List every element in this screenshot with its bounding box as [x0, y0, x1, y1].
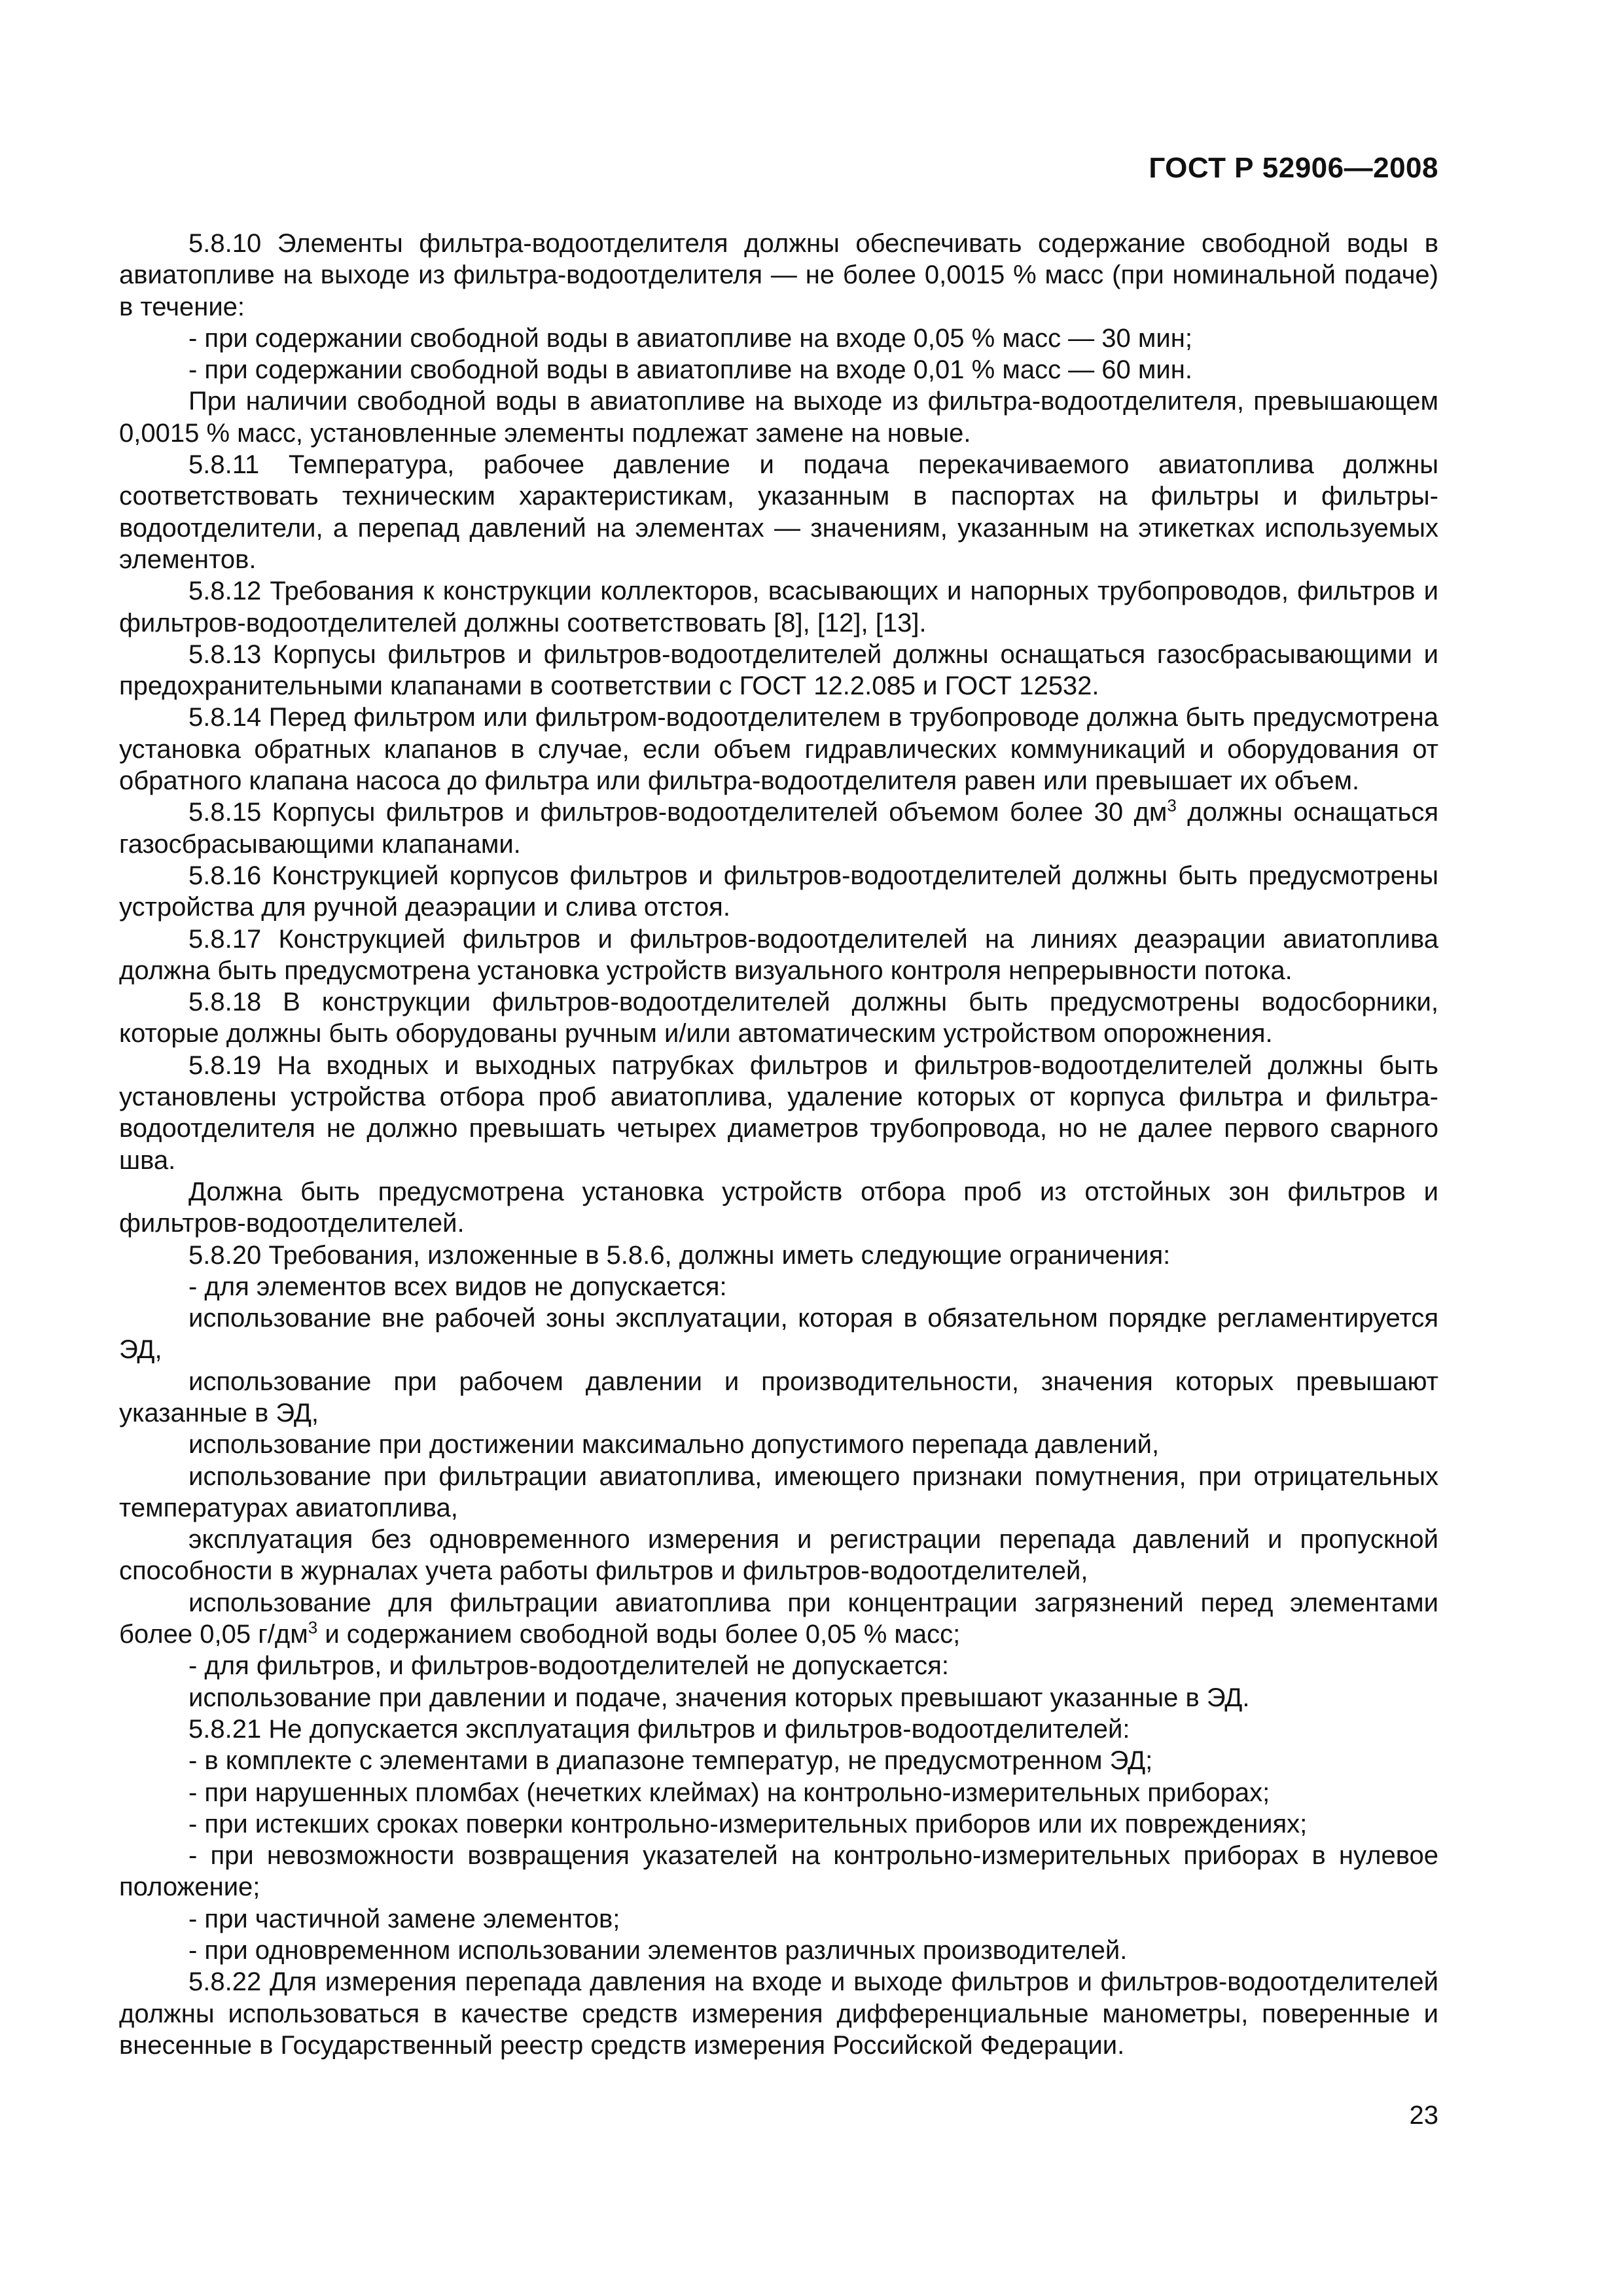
paragraph: - для элементов всех видов не допускается: — [188, 1272, 727, 1301]
paragraph: использование при давлении и подаче, значения которых превышают указанные в ЭД. — [188, 1683, 1250, 1712]
paragraph: 5.8.11 Температура, рабочее давление и подача перекачиваемого авиатоплива должны соответствовать техническим характеристикам, указанным в паспортах на фильтры и фильтры-водоотделители, а перепад давлений на элементах — значениям, указанным на этикетках используемых элементов. — [119, 450, 1438, 574]
paragraph: 5.8.21 Не допускается эксплуатация фильтров и фильтров-водоотделителей: — [188, 1714, 1130, 1744]
document-code-header: ГОСТ Р 52906—2008 — [1149, 152, 1438, 184]
superscript: 3 — [308, 1617, 318, 1638]
paragraph: 5.8.20 Требования, изложенные в 5.8.6, должны иметь следующие ограничения: — [188, 1240, 1171, 1270]
paragraph: использование при фильтрации авиатоплива, имеющего признаки помутнения, при отрицательных температурах авиатоплива, — [119, 1462, 1438, 1522]
paragraph: 5.8.14 Перед фильтром или фильтром-водоотделителем в трубопроводе должна быть предусмотрена установка обратных клапанов в случае, если объем гидравлических коммуникаций и оборудования от обратного клапана насоса до фильтра или фильтра-водоотделителя равен или превышает их объем. — [119, 703, 1438, 796]
paragraph: использование при рабочем давлении и производительности, значения которых превышают указанные в ЭД, — [119, 1367, 1438, 1427]
paragraph — [119, 797, 1438, 860]
paragraph: - при нарушенных пломбах (нечетких клеймах) на контрольно-измерительных приборах; — [188, 1778, 1270, 1807]
paragraph: - при истекших сроках поверки контрольно-измерительных приборов или их повреждениях; — [188, 1809, 1308, 1839]
paragraph: - в комплекте с элементами в диапазоне температур, не предусмотренном ЭД; — [188, 1746, 1153, 1776]
paragraph: - при содержании свободной воды в авиатопливе на входе 0,01 % масс — 60 мин. — [188, 355, 1192, 385]
paragraph: эксплуатация без одновременного измерения и регистрации перепада давлений и пропускной способности в журналах учета работы фильтров и фильтров-водоотделителей, — [119, 1525, 1438, 1586]
paragraph-text: использование для фильтрации авиатоплива при концентрации загрязнений перед элементами более 0,05 г/дм — [119, 1588, 1438, 1649]
paragraph: - при невозможности возвращения указателей на контрольно-измерительных приборах в нулевое положение; — [119, 1841, 1438, 1902]
paragraph: Должна быть предусмотрена установка устройств отбора проб из отстойных зон фильтров и фильтров-водоотделителей. — [119, 1177, 1438, 1238]
paragraph: 5.8.10 Элементы фильтра-водоотделителя должны обеспечивать содержание свободной воды в авиатопливе на выходе из фильтра-водоотделителя — не более 0,0015 % масс (при номинальной подаче) в течение: — [119, 229, 1438, 321]
superscript: 3 — [1167, 796, 1177, 816]
paragraph: - при частичной замене элементов; — [188, 1904, 620, 1933]
paragraph: 5.8.19 На входных и выходных патрубках фильтров и фильтров-водоотделителей должны быть установлены устройства отбора проб авиатоплива, удаление которых от корпуса фильтра и фильтра-водоотделителя не должно превышать четырех диаметров трубопровода, но не далее первого сварного шва. — [119, 1050, 1438, 1175]
paragraph-text: и содержанием свободной воды более 0,05 % масс; — [317, 1620, 961, 1649]
paragraph: 5.8.12 Требования к конструкции коллекторов, всасывающих и напорных трубопроводов, фильтров и фильтров-водоотделителей должны соответствовать [8], [12], [13]. — [119, 577, 1438, 637]
paragraph: При наличии свободной воды в авиатопливе на выходе из фильтра-водоотделителя, превышающем 0,0015 % масс, установленные элементы подлежат замене на новые. — [119, 387, 1438, 448]
document-body — [119, 228, 1438, 2061]
paragraph — [119, 1587, 1438, 1651]
paragraph: - при одновременном использовании элементов различных производителей. — [188, 1936, 1128, 1965]
paragraph: 5.8.22 Для измерения перепада давления на входе и выходе фильтров и фильтров-водоотделителей должны использоваться в качестве средств измерения дифференциальные манометры, поверенные и внесенные в Государственный реестр средств измерения Российской Федерации. — [119, 1967, 1438, 2060]
paragraph: 5.8.16 Конструкцией корпусов фильтров и фильтров-водоотделителей должны быть предусмотрены устройства для ручной деаэрации и слива отстоя. — [119, 861, 1438, 922]
paragraph: 5.8.17 Конструкцией фильтров и фильтров-водоотделителей на линиях деаэрации авиатоплива должна быть предусмотрена установка устройств визуального контроля непрерывности потока. — [119, 924, 1438, 985]
paragraph-text: 5.8.15 Корпусы фильтров и фильтров-водоотделителей объемом более 30 дм — [188, 798, 1168, 827]
paragraph-text: должны оснащаться газосбрасывающими клапанами. — [119, 798, 1438, 859]
paragraph: - при содержании свободной воды в авиатопливе на входе 0,05 % масс — 30 мин; — [188, 323, 1192, 353]
paragraph: 5.8.18 В конструкции фильтров-водоотделителей должны быть предусмотрены водосборники, которые должны быть оборудованы ручным и/или автоматическим устройством опорожнения. — [119, 988, 1438, 1049]
page-number: 23 — [1409, 2101, 1438, 2130]
paragraph: использование при достижении максимально допустимого перепада давлений, — [188, 1430, 1160, 1460]
paragraph: 5.8.13 Корпусы фильтров и фильтров-водоотделителей должны оснащаться газосбрасывающими и предохранительными клапанами в соответствии с ГОСТ 12.2.085 и ГОСТ 12532. — [119, 639, 1438, 701]
paragraph: - для фильтров, и фильтров-водоотделителей не допускается: — [188, 1651, 949, 1681]
paragraph: использование вне рабочей зоны эксплуатации, которая в обязательном порядке регламентируется ЭД, — [119, 1304, 1438, 1365]
